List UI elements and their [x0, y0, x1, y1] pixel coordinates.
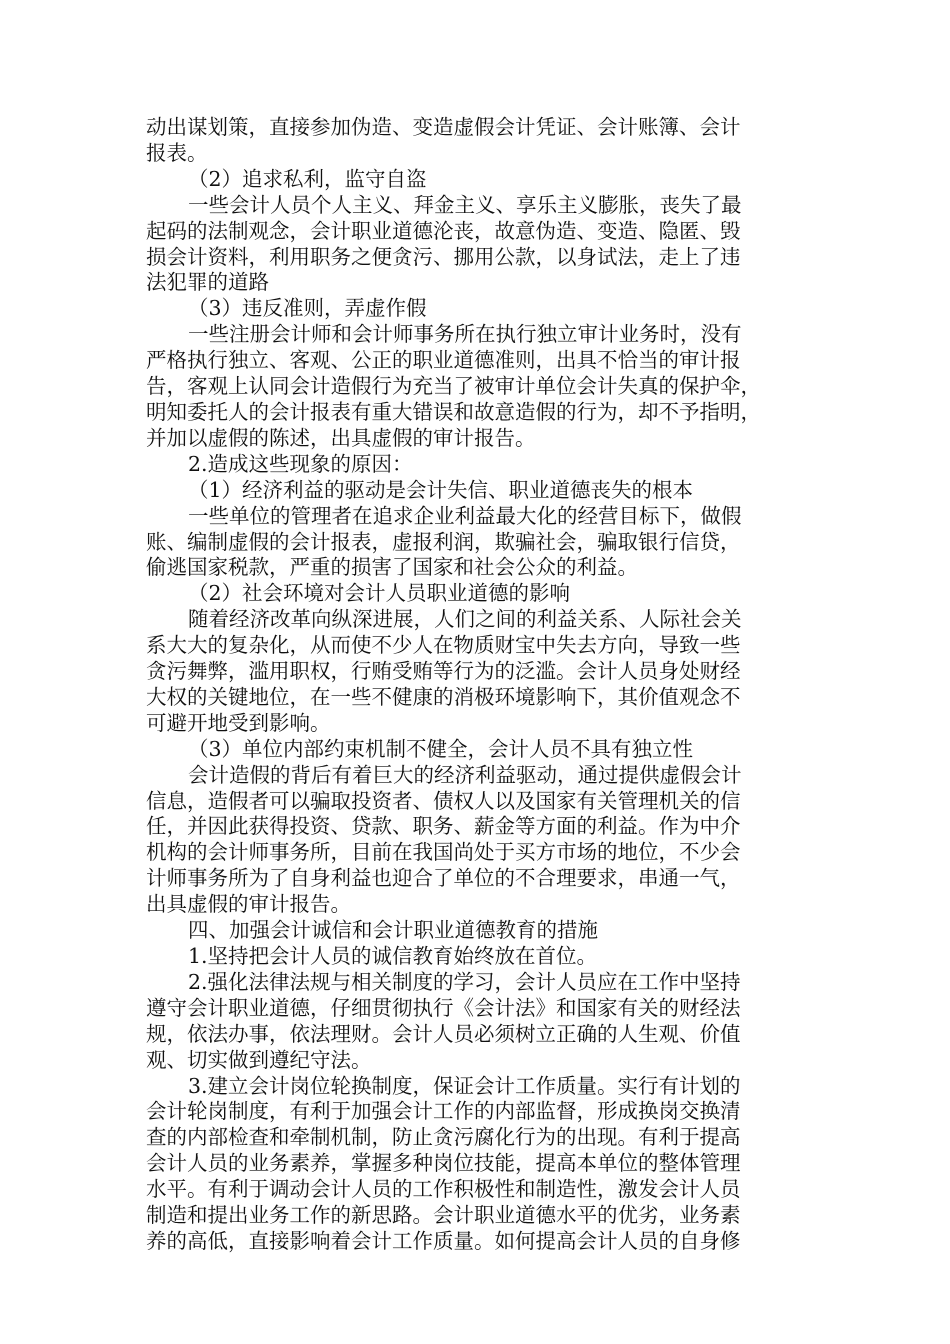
subheading-pursue-private-gain: （2）追求私利，监守自盗 — [188, 166, 427, 191]
heading-measures: 四、加强会计诚信和会计职业道德教育的措施 — [188, 918, 598, 943]
subheading-internal-constraints: （3）单位内部约束机制不健全，会计人员不具有独立性 — [188, 736, 694, 761]
paragraph-managers: 一些单位的管理者在追求企业利益最大化的经营目标下，做假 账、编制虚假的会计报表，虚报利润，欺骗社会，骗取银行信贷， 偷逃国家税款，严重的损害了国家和社会公众的利益。 — [146, 503, 742, 580]
paragraph-individualism: 一些会计人员个人主义、拜金主义、享乐主义膨胀，丧失了最 起码的法制观念，会计职业道德沦丧，故意伪造、变造、隐匿、毁 损会计资料，利用职务之便贪污、挪用公款，以身试法，走上了违 法犯罪的道路 — [146, 192, 742, 295]
subheading-social-environment: （2）社会环境对会计人员职业道德的影响 — [188, 581, 571, 606]
measure-job-rotation: 3.建立会计岗位轮换制度，保证会计工作质量。实行有计划的 会计轮岗制度，有利于加强会计工作的内部监督，形成换岗交换清 查的内部检查和牵制机制，防止贪污腐化行为的出现。有利于提高 会计人员的业务素养，掌握多种岗位技能，提高本单位的整体管理 水平。有利于调动会计人员的工作积极性和制造性，激发会计人员 制造和提出业务工作的新思路。会计职业道德水平的优劣，业务素 养的高低，直接影响着会计工作质量。如何提高会计人员的自身修 — [146, 1073, 741, 1253]
heading-causes: 2.造成这些现象的原因： — [188, 451, 413, 476]
paragraph-continuation: 动出谋划策，直接参加伪造、变造虚假会计凭证、会计账簿、会计 报表。 — [146, 115, 741, 165]
document-body — [146, 115, 806, 1255]
measure-legal-study: 2.强化法律法规与相关制度的学习，会计人员应在工作中坚持 遵守会计职业道德，仔细贯彻执行《会计法》和国家有关的财经法 规，依法办事，依法理财。会计人员必须树立正确的人生观、价值 观、切实做到遵纪守法。 — [146, 969, 741, 1072]
paragraph-fraud-drivers: 会计造假的背后有着巨大的经济利益驱动，通过提供虚假会计 信息，造假者可以骗取投资者、债权人以及国家有关管理机关的信 任，并因此获得投资、贷款、职务、薪金等方面的利益。作为中介 机构的会计师事务所，目前在我国尚处于买方市场的地位，不少会 计师事务所为了自身利益也迎合了单位的不合理要求，串通一气， 出具虚假的审计报告。 — [146, 762, 742, 917]
paragraph-cpa-firms: 一些注册会计师和会计师事务所在执行独立审计业务时，没有 严格执行独立、客观、公正的职业道德准则，出具不恰当的审计报 告，客观上认同会计造假行为充当了被审计单位会计失真的保护伞， 明知委托人的会计报表有重大错误和故意造假的行为，却不予指明， 并加以虚假的陈述，出具虚假的审计报告。 — [146, 322, 761, 450]
paragraph-economic-reform: 随着经济改革向纵深进展，人们之间的利益关系、人际社会关 系大大的复杂化，从而使不少人在物质财宝中失去方向，导致一些 贪污舞弊，滥用职权，行贿受贿等行为的泛滥。会计人员身处财经 大权的关键地位，在一些不健康的消极环境影响下，其价值观念不 可避开地受到影响。 — [146, 607, 742, 735]
subheading-violate-standards: （3）违反准则，弄虚作假 — [188, 296, 427, 321]
measure-integrity-education: 1.坚持把会计人员的诚信教育始终放在首位。 — [188, 944, 598, 968]
subheading-economic-interest: （1）经济利益的驱动是会计失信、职业道德丧失的根本 — [188, 477, 694, 502]
